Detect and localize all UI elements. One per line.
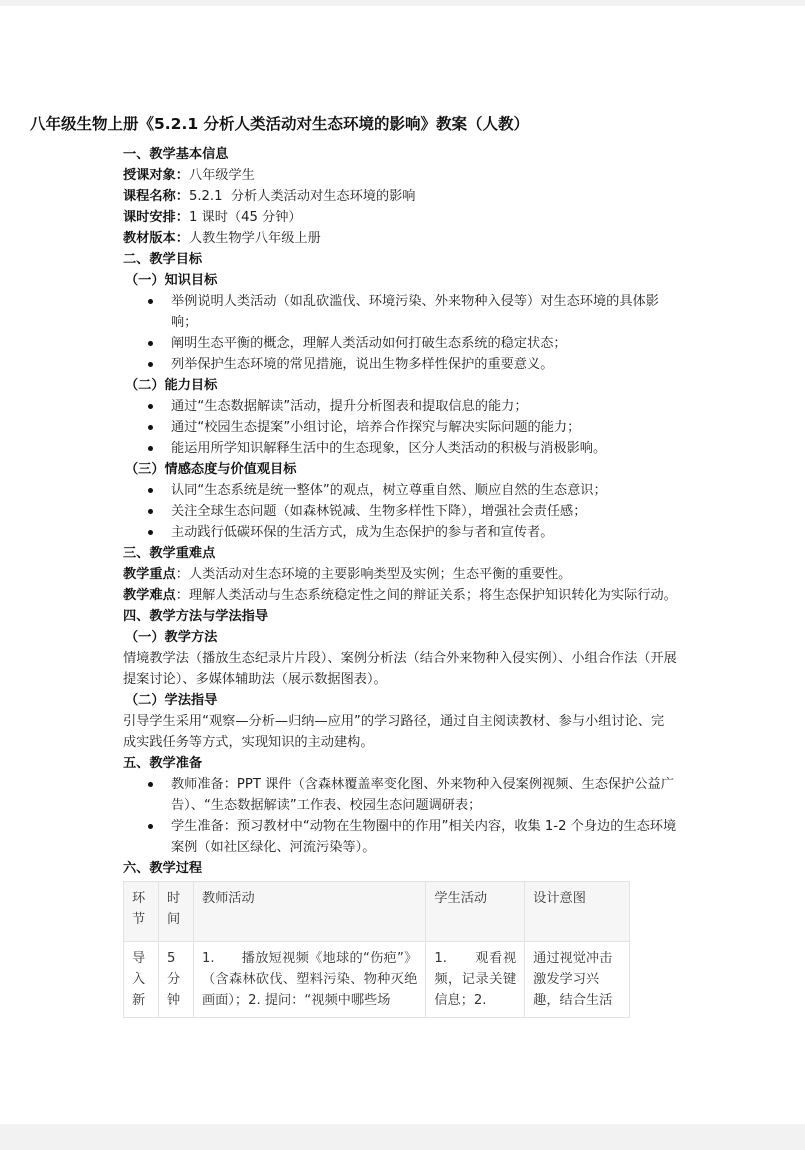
- table-row: [124, 942, 630, 1018]
- field-value: 人教生物学八年级上册: [188, 231, 321, 246]
- field-course-name: [123, 186, 688, 207]
- list-item: 列举保护生态环境的常见措施，说出生物多样性保护的重要意义。: [123, 354, 688, 375]
- field-label: 教学难点: [123, 588, 176, 603]
- field-difficult-point: [123, 585, 688, 606]
- list-item: 通过“生态数据解读”活动，提升分析图表和提取信息的能力；: [123, 396, 688, 417]
- cell-teacher-activity: 1. 播放短视频《地球的“伤疤”》（含森林砍伐、塑料污染、物种灭绝画面）；2. 提问：“视频中哪些场: [193, 942, 425, 1018]
- document-title: 八年级生物上册《5.2.1 分析人类活动对生态环境的影响》教案（人教）: [29, 115, 530, 133]
- subheading-values: （三）情感态度与价值观目标: [125, 462, 297, 477]
- subheading-teaching-methods: （一）教学方法: [125, 630, 218, 645]
- list-item: 阐明生态平衡的概念，理解人类活动如何打破生态系统的稳定状态；: [123, 333, 688, 354]
- field-separator: ：: [175, 189, 189, 204]
- field-separator: ：: [175, 168, 189, 183]
- document-body: [123, 144, 688, 1018]
- cell-design-intent: 通过视觉冲击激发学习兴趣，结合生活: [525, 942, 630, 1018]
- subheading-ability: （二）能力目标: [125, 378, 218, 393]
- field-audience: [123, 165, 688, 186]
- cell-student-activity: 1. 观看视频，记录关键信息；2.: [426, 942, 525, 1018]
- list-item: 关注全球生态问题（如森林锐减、生物多样性下降），增强社会责任感；: [123, 501, 688, 522]
- field-value: 1 课时（45 分钟）: [188, 210, 302, 225]
- preparation-list: [123, 774, 688, 858]
- cell-time: 5 分钟: [158, 942, 193, 1018]
- field-label: 授课对象: [123, 168, 176, 183]
- field-textbook: [123, 228, 688, 249]
- teaching-process-table: [123, 881, 630, 1018]
- section-heading-process: 六、教学过程: [123, 861, 203, 876]
- section-heading-objectives: 二、教学目标: [123, 252, 203, 267]
- list-item-teacher-prep: 教师准备：PPT 课件（含森林覆盖率变化图、外来物种入侵案例视频、生态保护公益广告）、“生态数据解读”工作表、校园生态问题调研表；: [123, 774, 688, 816]
- section-heading-methods: 四、教学方法与学法指导: [123, 609, 269, 624]
- cell-stage: 导入新: [124, 942, 159, 1018]
- field-key-point: [123, 564, 688, 585]
- field-separator: ：: [175, 567, 189, 582]
- header-cell-stage: 环节: [124, 882, 159, 942]
- table-header-row: [124, 882, 630, 942]
- document-page: [0, 6, 805, 1124]
- header-cell-teacher-activity: 教师活动: [193, 882, 425, 942]
- field-label: 课程名称: [123, 189, 176, 204]
- list-item-student-prep: 学生准备：预习教材中“动物在生物圈中的作用”相关内容，收集 1-2 个身边的生态环境案例（如社区绿化、河流污染等）。: [123, 816, 688, 858]
- list-item: 能运用所学知识解释生活中的生态现象，区分人类活动的积极与消极影响。: [123, 438, 688, 459]
- field-separator: ：: [175, 231, 189, 246]
- knowledge-objectives-list: [123, 291, 688, 375]
- section-heading-preparation: 五、教学准备: [123, 756, 203, 771]
- field-label: 教学重点: [123, 567, 176, 582]
- section-heading-key-points: 三、教学重难点: [123, 546, 216, 561]
- header-cell-design-intent: 设计意图: [525, 882, 630, 942]
- subheading-knowledge: （一）知识目标: [125, 273, 218, 288]
- list-item: 通过“校园生态提案”小组讨论，培养合作探究与解决实际问题的能力；: [123, 417, 688, 438]
- list-item: 举例说明人类活动（如乱砍滥伐、环境污染、外来物种入侵等）对生态环境的具体影响；: [123, 291, 688, 333]
- field-value: 5.2.1 分析人类活动对生态环境的影响: [188, 189, 416, 204]
- values-objectives-list: [123, 480, 688, 543]
- header-cell-time: 时间: [158, 882, 193, 942]
- field-separator: ：: [175, 210, 189, 225]
- field-schedule: [123, 207, 688, 228]
- field-value: 理解人类活动与生态系统稳定性之间的辩证关系；将生态保护知识转化为实际行动。: [188, 588, 677, 603]
- header-cell-student-activity: 学生活动: [426, 882, 525, 942]
- field-label: 教材版本: [123, 231, 176, 246]
- teaching-methods-text: 情境教学法（播放生态纪录片片段）、案例分析法（结合外来物种入侵实例）、小组合作法（开展提案讨论）、多媒体辅助法（展示数据图表）。: [123, 651, 677, 687]
- field-separator: ：: [175, 588, 189, 603]
- section-heading-basic-info: 一、教学基本信息: [123, 147, 229, 162]
- learning-guidance-text: 引导学生采用“观察—分析—归纳—应用”的学习路径，通过自主阅读教材、参与小组讨论、完成实践任务等方式，实现知识的主动建构。: [123, 714, 665, 750]
- field-value: 人类活动对生态环境的主要影响类型及实例；生态平衡的重要性。: [188, 567, 572, 582]
- list-item: 认同“生态系统是统一整体”的观点，树立尊重自然、顺应自然的生态意识；: [123, 480, 688, 501]
- ability-objectives-list: [123, 396, 688, 459]
- list-item: 主动践行低碳环保的生活方式，成为生态保护的参与者和宣传者。: [123, 522, 688, 543]
- subheading-learning-guidance: （二）学法指导: [125, 693, 218, 708]
- field-label: 课时安排: [123, 210, 176, 225]
- field-value: 八年级学生: [188, 168, 255, 183]
